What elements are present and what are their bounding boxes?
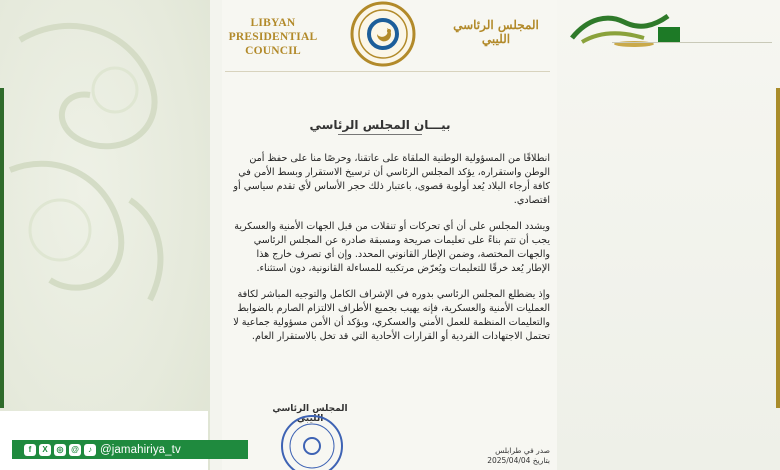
arabic-header: المجلس الرئاسي الليبي xyxy=(453,18,539,46)
official-stamp xyxy=(276,410,348,470)
tiktok-icon[interactable]: ♪ xyxy=(84,444,96,456)
flag-icon xyxy=(658,27,680,43)
statement-title: بيـــان المجلس الرئاسي xyxy=(300,118,460,132)
issue-info xyxy=(470,446,550,466)
social-bar xyxy=(12,440,248,459)
divider xyxy=(612,42,772,43)
x-icon[interactable]: X xyxy=(39,444,51,456)
emblem-icon xyxy=(346,0,420,68)
left-accent-bar xyxy=(0,88,4,408)
header-divider xyxy=(225,71,550,72)
instagram-icon[interactable]: ◎ xyxy=(54,444,66,456)
issued-date: بتاريخ 2025/04/04 xyxy=(487,456,550,465)
arabesque-ornament xyxy=(0,0,200,330)
facebook-icon[interactable]: f xyxy=(24,444,36,456)
paragraph: انطلاقًا من المسؤولية الوطنية الملقاة على عاتقنا، وحرصًا منا على حفظ أمن الوطن واستقراره، يؤكد المجلس الرئاسي أن ترسيخ الاستقرار وبسط الأمن في كافة أرجاء البلاد يُعد أولوية قصوى، باعتبار ذلك حجر الأساس لأي تقدم سياسي أو اقتصادي. xyxy=(233,153,550,206)
statement-body xyxy=(232,152,550,356)
social-handle[interactable]: @jamahiriya_tv xyxy=(100,443,181,456)
signature-label: المجلس الرئاسي الليبي xyxy=(272,404,348,424)
english-header: LIBYAN PRESIDENTIAL COUNCIL xyxy=(228,17,318,57)
threads-icon[interactable]: @ xyxy=(69,444,81,456)
issued-place: صدر في طرابلس xyxy=(495,446,550,455)
paragraph: ويشدد المجلس على أن أي تحركات أو تنقلات من قبل الجهات الأمنية والعسكرية يجب أن تتم بناءً على تعليمات صريحة ومسبقة صادرة عن المجلس الرئاسي والجهات المختصة، وضمن الإطار القانوني المحدد. وإن أي تصرف خارج هذا الإطار يُعد خرقًا للتعليمات ويُعرّض مرتكبيه للمساءلة القانونية، دون استثناء. xyxy=(234,221,550,274)
paragraph: وإذ يضطلع المجلس الرئاسي بدوره في الإشراف الكامل والتوجيه المباشر لكافة العمليات الأمنية والعسكرية، فإنه يهيب بجميع الأطراف الالتزام الصارم بالضوابط والتعليمات المنظمة للعمل الأمني والعسكري، ويؤكد أن الأمن مسؤولية جماعية لا تحتمل الاجتهادات الفردية أو القرارات الأحادية التي قد تخل بالاستقرار العام. xyxy=(233,289,550,342)
right-background xyxy=(550,0,780,470)
right-accent-bar xyxy=(776,88,780,408)
